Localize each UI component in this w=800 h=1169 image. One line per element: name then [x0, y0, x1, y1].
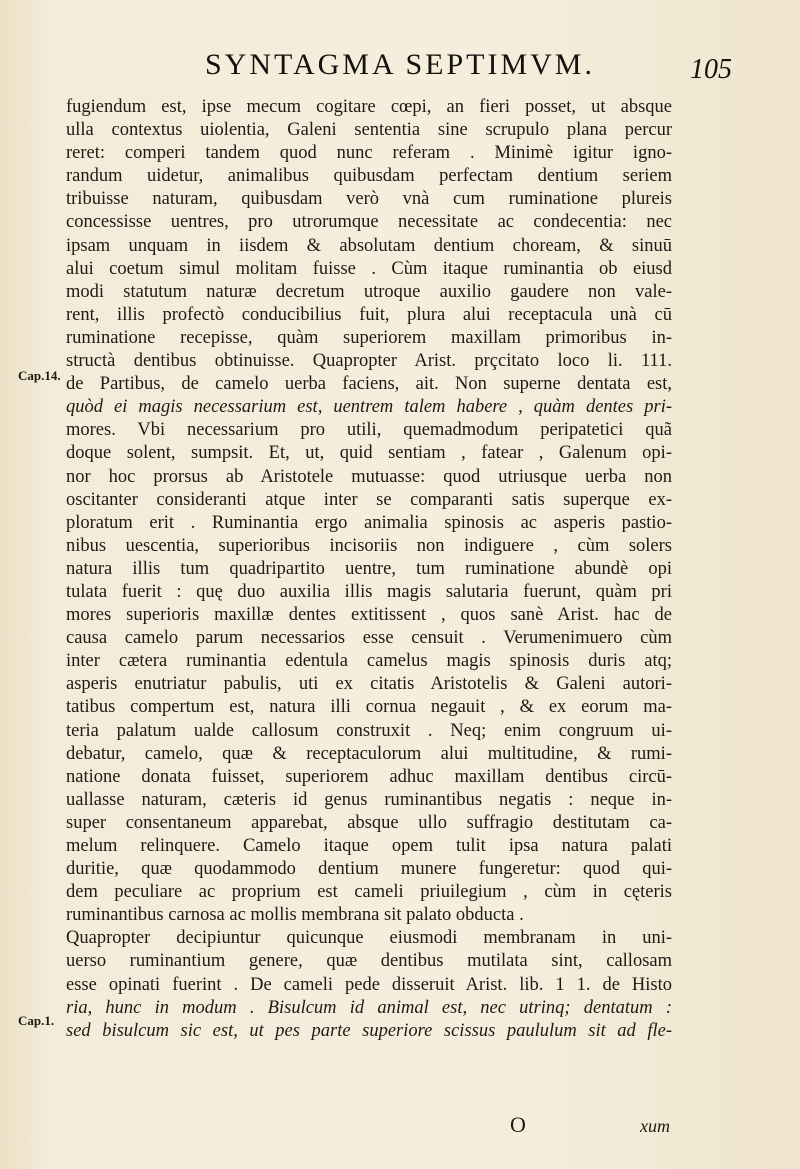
- text-line: ulla contextus uiolentia, Galeni sententia sine scrupulo plana percur: [66, 120, 672, 141]
- text-line: tatibus compertum est, natura illi cornua negauit , & ex eorum ma-: [66, 697, 672, 718]
- text-line: super consentaneum apparebat, absque ullo suffragio destitutam ca-: [66, 812, 672, 833]
- text-line: sed bisulcum sic est, ut pes parte superiore scissus paululum sit ad fle-: [66, 1020, 672, 1041]
- text-line: ruminantibus carnosa ac mollis membrana sit palato obducta .: [66, 905, 524, 926]
- text-line: structà dentibus obtinuisse. Quapropter Arist. prçcitato loco li. 111.: [66, 351, 672, 372]
- running-title: SYNTAGMA SEPTIMVM.: [205, 48, 595, 81]
- text-line: de Partibus, de camelo uerba faciens, ait. Non superne dentata est,: [66, 374, 672, 395]
- margin-note-cap-14: Cap.14.: [18, 368, 61, 383]
- text-line: debatur, camelo, quæ & receptaculorum alui multitudine, & rumi-: [66, 743, 672, 764]
- text-line: causa camelo parum necessarios esse censuit . Verumenimuero cùm: [66, 628, 672, 649]
- signature-mark: O: [510, 1112, 526, 1137]
- text-line: oscitanter consideranti atque inter se comparanti satis superque ex-: [66, 489, 672, 510]
- text-line: mores. Vbi necessarium pro utili, quemadmodum peripatetici quã: [66, 420, 672, 441]
- body-text: [66, 96, 672, 1043]
- text-line: tribuisse naturam, quibusdam verò vnà cum ruminatione plureis: [66, 189, 672, 210]
- text-line: nibus uescentia, superioribus incisoriis non indiguere , cùm solers: [66, 535, 672, 556]
- text-line: dem peculiare ac proprium est cameli priuilegium , cùm in cęteris: [66, 882, 672, 903]
- text-line: mores superioris maxillæ dentes extitissent , quos sanè Arist. hac de: [66, 605, 672, 626]
- catchword: xum: [640, 1116, 670, 1136]
- text-line: duritie, quæ quodammodo dentium munere fungeretur: quod qui-: [66, 859, 672, 880]
- page-footer: [500, 1112, 670, 1138]
- text-line: uallasse naturam, cæteris id genus ruminantibus negatis : neque in-: [66, 789, 672, 810]
- text-line: ipsam unquam in iisdem & absolutam dentium choream, & sinuū: [66, 235, 672, 256]
- text-line: doque solent, sumpsit. Et, ut, quid sentiam , fatear , Galenum opi-: [66, 443, 672, 464]
- text-line: teria palatum ualde callosum construxit . Neq; enim congruum ui-: [66, 720, 672, 741]
- text-line: asperis enutriatur pabulis, uti ex citatis Aristotelis & Galeni autori-: [66, 674, 672, 695]
- text-line: alui coetum simul molitam fuisse . Cùm itaque ruminantia ob eiusd: [66, 258, 672, 279]
- margin-note-cap-1: Cap.1.: [18, 1013, 55, 1028]
- text-line: natione donata fuisset, superiorem adhuc maxillam dentibus circū-: [66, 766, 672, 787]
- text-line: natura illis tum quadripartito uentre, tum ruminatione abundè opi: [66, 558, 672, 579]
- text-line: concessisse uentres, pro utrorumque necessitate ac condecentia: nec: [66, 212, 672, 233]
- text-line: melum relinquere. Camelo itaque opem tulit ipsa natura palati: [66, 836, 672, 856]
- text-line: inter cætera ruminantia edentula camelus magis spinosis duris atq;: [66, 651, 672, 672]
- text-line: randum uidetur, animalibus quibusdam perfectam dentium seriem: [66, 166, 672, 187]
- text-line: esse opinati fuerint . De cameli pede disseruit Arist. lib. 1 1. de Histo: [66, 974, 672, 995]
- text-line: ploratum erit . Ruminantia ergo animalia spinosis ac asperis pastio-: [66, 512, 672, 533]
- text-line: uerso ruminantium genere, quæ dentibus mutilata sint, callosam: [66, 951, 672, 972]
- text-line: ruminatione recepisse, quàm superiorem maxillam primoribus in-: [66, 327, 672, 348]
- text-line: quòd ei magis necessarium est, uentrem talem habere , quàm dentes pri-: [66, 397, 672, 418]
- text-line: modi statutum naturæ decretum utroque auxilio gaudere non vale-: [66, 281, 672, 302]
- text-line: fugiendum est, ipse mecum cogitare cœpi, an fieri posset, ut absque: [66, 97, 672, 117]
- text-line: reret: comperi tandem quod nunc referam . Minimè igitur igno-: [66, 143, 672, 164]
- page-number: 105: [690, 54, 732, 85]
- text-line: nor hoc prorsus ab Aristotele mutuasse: quod utriusque uerba non: [66, 466, 672, 487]
- text-line: rent, illis profectò conducibilius fuit, plura alui receptacula unà cū: [66, 304, 672, 325]
- text-line: tulata fuerit : quę duo auxilia illis magis salutaria fuerunt, quàm pri: [66, 581, 672, 602]
- text-line: Quapropter decipiuntur quicunque eiusmodi membranam in uni-: [66, 928, 672, 949]
- text-line: ria, hunc in modum . Bisulcum id animal est, nec utrinq; dentatum :: [66, 997, 672, 1018]
